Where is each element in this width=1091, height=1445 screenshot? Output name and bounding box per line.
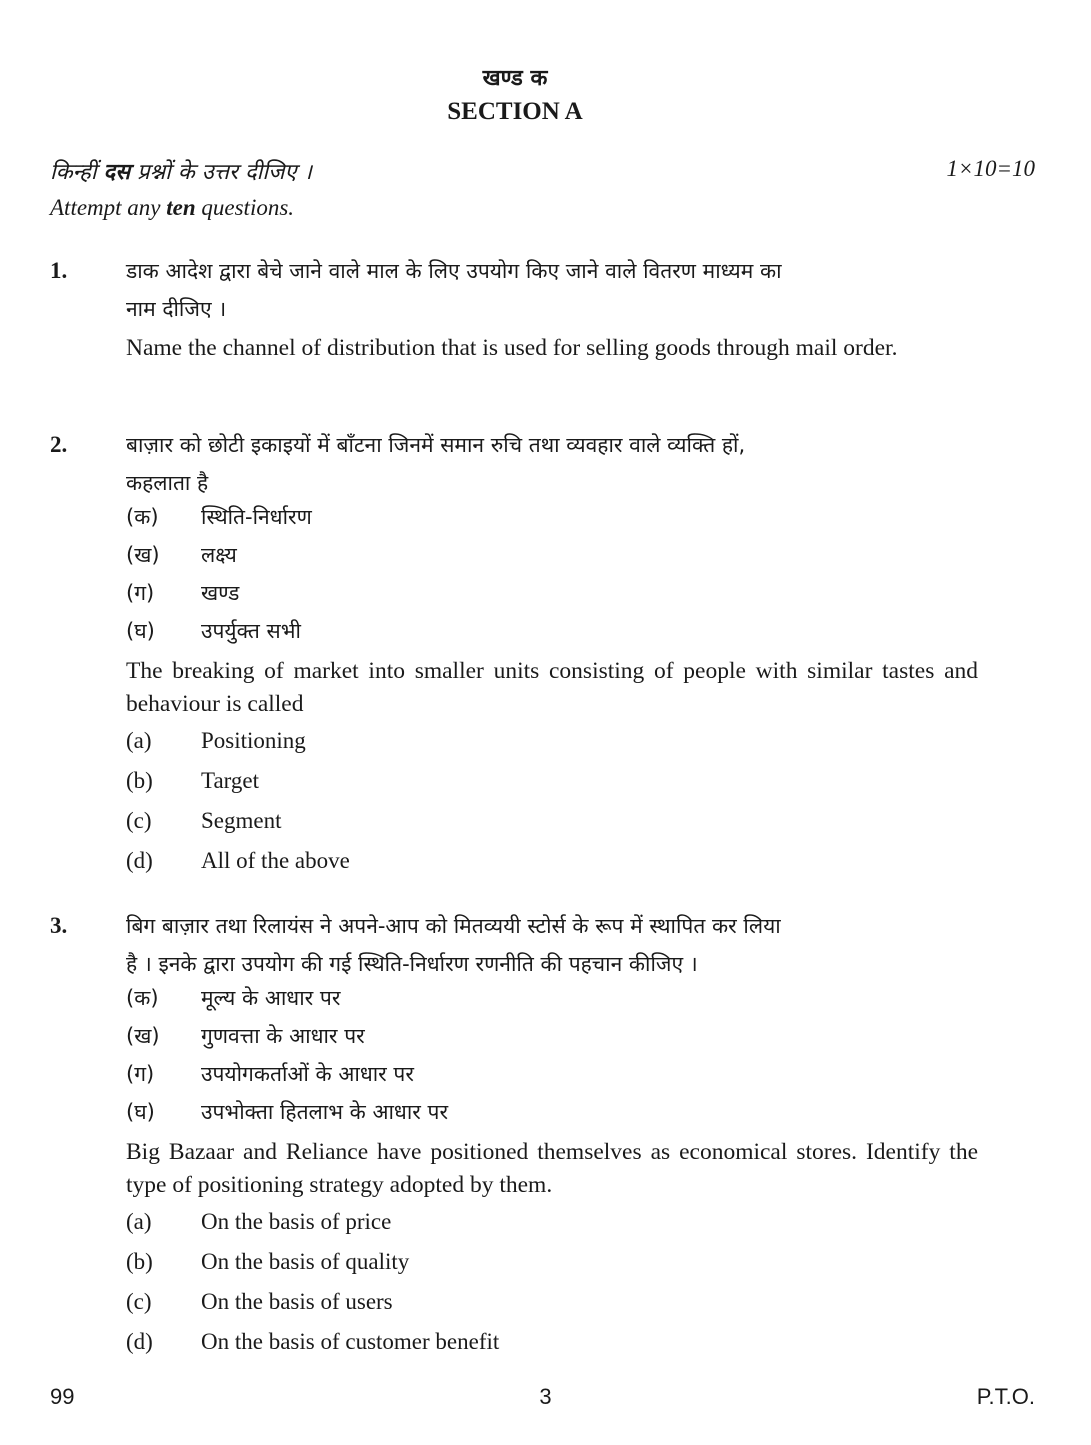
question-3-option-label: (b) [126,1249,153,1274]
question-2-option-hindi-label: (ग) [126,581,155,605]
question-3-hindi-line1: बिग बाज़ार तथा रिलायंस ने अपने-आप को मितव्ययी स्टोर्स के रूप में स्थापित कर लिया [126,914,781,938]
question-3-option-hindi-text: मूल्य के आधार पर [201,986,341,1010]
question-1-number: 1. [50,258,68,283]
question-1-english: Name the channel of distribution that is used for selling goods through mail order. [126,335,898,361]
question-3-option-hindi-label: (ख) [126,1024,160,1048]
question-3-option-label: (d) [126,1329,153,1354]
instruction-english-text: Attempt any [50,195,167,220]
question-2-english: The breaking of market into smaller units consisting of people with similar tastes and behaviour is called [126,658,978,717]
section-title-english: SECTION A [447,98,583,125]
paper-code: 99 [50,1384,75,1409]
question-2-option-label: (c) [126,808,152,833]
question-3-option-hindi-text: उपभोक्ता हितलाभ के आधार पर [201,1100,449,1124]
question-2-option-hindi-label: (घ) [126,619,155,643]
question-3-option-hindi-text: गुणवत्ता के आधार पर [201,1024,365,1048]
question-3-option-text: On the basis of quality [201,1249,410,1274]
question-3-option-hindi-label: (क) [126,986,159,1010]
question-2-option-label: (d) [126,848,153,873]
section-title-hindi: खण्ड क [482,66,548,91]
question-3-option-hindi-label: (घ) [126,1100,155,1124]
question-3-option-hindi-label: (ग) [126,1062,155,1086]
question-3-number: 3. [50,913,68,938]
question-2-option-text: All of the above [201,848,350,873]
question-2-option-text: Positioning [201,728,306,753]
question-2-number: 2. [50,432,68,457]
question-3-option-text: On the basis of users [201,1289,393,1314]
instruction-english-bold: ten [166,195,196,220]
question-2-option-text: Target [201,768,259,793]
marks-allocation: 1×10=10 [946,156,1035,181]
question-2-hindi-line2: कहलाता है [126,471,209,495]
instruction-english [50,195,294,221]
question-1-hindi-line1: डाक आदेश द्वारा बेचे जाने वाले माल के लिए उपयोग किए जाने वाले वितरण माध्यम का [126,259,782,283]
question-2-option-hindi-label: (ख) [126,543,160,567]
question-2-hindi-line1: बाज़ार को छोटी इकाइयों में बाँटना जिनमें समान रुचि तथा व्यवहार वाले व्यक्ति हों, [126,433,746,457]
page-number: 3 [539,1384,552,1409]
please-turn-over: P.T.O. [976,1384,1035,1409]
question-3-hindi-line2: है । इनके द्वारा उपयोग की गई स्थिति-निर्धारण रणनीति की पहचान कीजिए । [126,952,698,976]
question-3-english: Big Bazaar and Reliance have positioned themselves as economical stores. Identify the type of positioning strategy adopted by them. [126,1139,978,1198]
question-2-option-text: Segment [201,808,282,833]
question-2-option-hindi-text: उपर्युक्त सभी [201,619,301,643]
question-3-option-text: On the basis of price [201,1209,392,1234]
instruction-english-text-end: questions. [195,195,295,220]
question-1-hindi-line2: नाम दीजिए । [126,297,227,321]
question-2-option-hindi-text: खण्ड [201,581,240,605]
instruction-hindi [50,156,312,186]
question-2-option-label: (a) [126,728,152,753]
question-3-option-text: On the basis of customer benefit [201,1329,500,1354]
question-3-option-hindi-text: उपयोगकर्ताओं के आधार पर [201,1062,414,1086]
instruction-hindi-text: किन्हीं [50,160,104,185]
question-2-option-hindi-label: (क) [126,505,159,529]
question-2-option-hindi-text: स्थिति-निर्धारण [201,505,312,529]
question-2-option-label: (b) [126,768,153,793]
question-3-option-label: (c) [126,1289,152,1314]
instruction-hindi-bold: दस [103,160,131,185]
instruction-hindi-text-end: प्रश्नों के उत्तर दीजिए । [130,160,312,185]
question-3-option-label: (a) [126,1209,152,1234]
question-2-option-hindi-text: लक्ष्य [201,543,237,567]
